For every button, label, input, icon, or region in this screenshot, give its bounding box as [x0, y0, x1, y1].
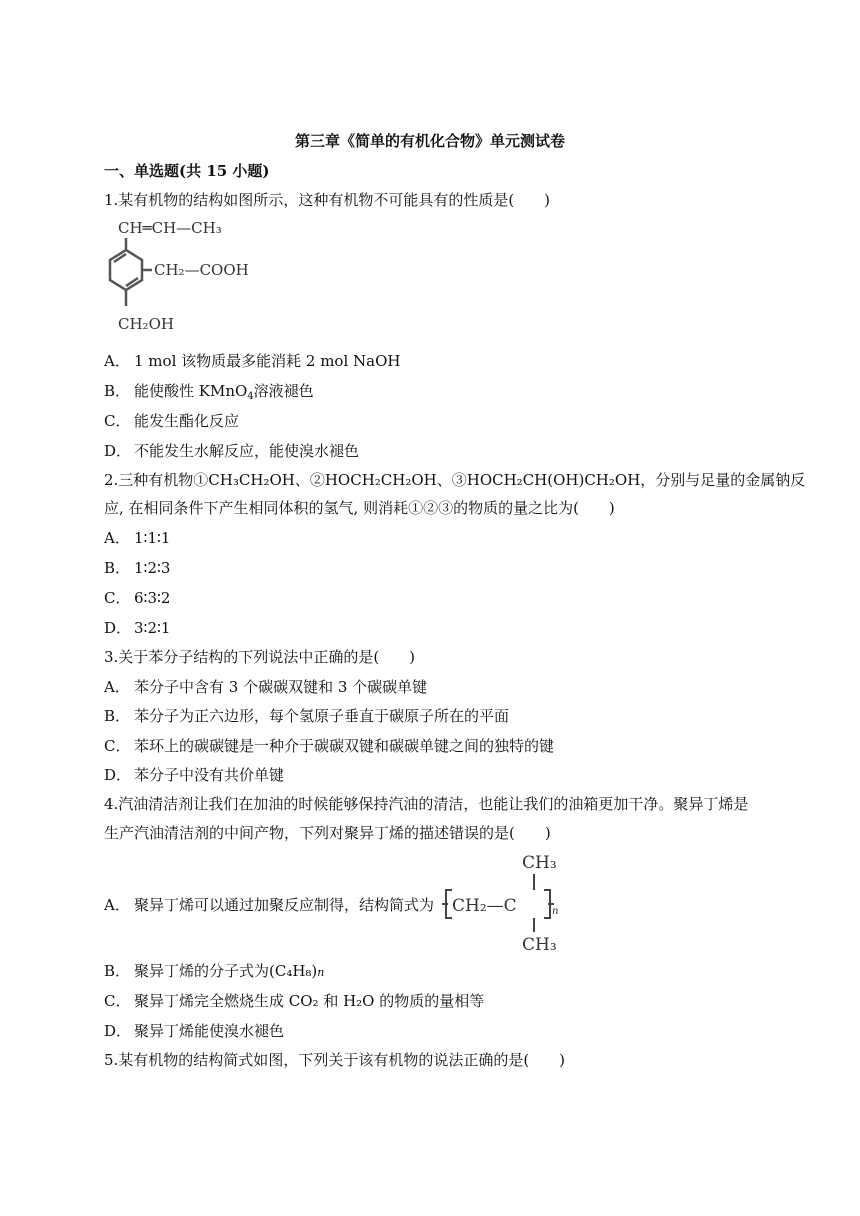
q2-stem-line1: 2.三种有机物①CH₃CH₂OH、②HOCH₂CH₂OH、③HOCH₂CH(OH)CH₂OH，分别与足量的金属钠反 [104, 471, 806, 489]
q3-option-c: C． 苯环上的碳碳键是一种介于碳碳双键和碳碳单键之间的独特的键 [104, 737, 555, 755]
q1-option-d: D． 不能发生水解反应，能使溴水褪色 [104, 442, 360, 460]
q3-option-a: A． 苯分子中含有 3 个碳碳双键和 3 个碳碳单键 [104, 678, 428, 696]
q2-stem-line2: 应, 在相同条件下产生相同体积的氢气, 则消耗①②③的物质的量之比为( ) [104, 499, 615, 517]
q1-option-a: A． 1 mol 该物质最多能消耗 2 mol NaOH [104, 352, 401, 370]
q4-structure-bottom: CH₃ [522, 935, 557, 955]
q3-stem: 3.关于苯分子结构的下列说法中正确的是( ) [104, 648, 416, 666]
q4-option-d: D． 聚异丁烯能使溴水褪色 [104, 1022, 285, 1040]
q4-structure-main: CH₂—C [452, 896, 517, 916]
section-heading: 一、单选题(共 15 小题) [104, 162, 270, 180]
q2-option-a: A． 1∶1∶1 [104, 529, 171, 547]
q1-structure-diagram [104, 214, 274, 338]
q2-option-b: B． 1∶2∶3 [104, 559, 171, 577]
q2-option-c: C． 6∶3∶2 [104, 589, 171, 607]
page-title: 第三章《简单的有机化合物》单元测试卷 [294, 132, 565, 150]
q4-polyisobutylene-structure [440, 848, 570, 956]
q3-option-b: B． 苯分子为正六边形，每个氢原子垂直于碳原子所在的平面 [104, 707, 510, 725]
q1-option-b: B． 能使酸性 KMnO$_4$溶液褪色 [104, 382, 314, 402]
q4-stem-line1: 4.汽油清洁剂让我们在加油的时候能够保持汽油的清洁，也能让我们的油箱更加干净。聚异丁烯是 [104, 795, 749, 813]
q1-structure-bottom: CH₂OH [118, 315, 174, 333]
q4-structure-n: n [552, 906, 559, 917]
q1-structure-top: CH═CH—CH₃ [118, 219, 222, 237]
q4-option-c: C． 聚异丁烯完全燃烧生成 CO₂ 和 H₂O 的物质的量相等 [104, 992, 485, 1010]
q2-option-d: D． 3∶2∶1 [104, 619, 171, 637]
q3-option-d: D． 苯分子中没有共价单键 [104, 766, 285, 784]
q4-structure-top: CH₃ [522, 853, 557, 873]
q4-option-b: B． 聚异丁烯的分子式为(C₄H₈)n [104, 962, 325, 980]
q4-stem-line2: 生产汽油清洁剂的中间产物，下列对聚异丁烯的描述错误的是( ) [104, 824, 551, 842]
q1-option-c: C． 能发生酯化反应 [104, 412, 240, 430]
q1-structure-side: CH₂—COOH [154, 261, 249, 279]
q1-stem: 1.某有机物的结构如图所示，这种有机物不可能具有的性质是( ) [104, 191, 551, 209]
q4-option-a: A． 聚异丁烯可以通过加聚反应制得，结构简式为 [104, 896, 435, 914]
q5-stem: 5.某有机物的结构简式如图，下列关于该有机物的说法正确的是( ) [104, 1051, 566, 1069]
